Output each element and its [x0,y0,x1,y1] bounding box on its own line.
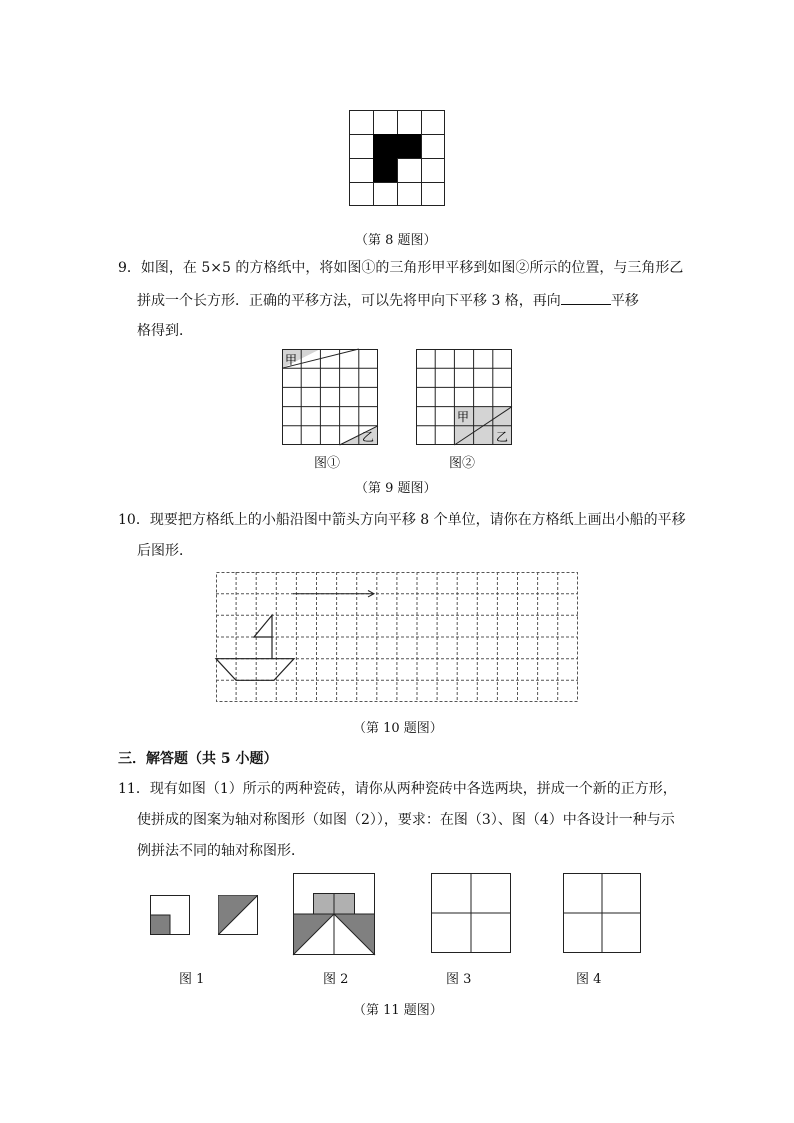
q10-caption: （第 10 题图） [353,721,443,736]
q9-fig2-label: 图② [449,456,476,471]
q9-fig1-label: 图① [314,456,341,471]
q9-answer-blank[interactable] [561,292,611,305]
q11-fig2-label: 图 2 [323,972,349,987]
q9-text-line2b: 平移 [610,293,639,309]
q10-line2 [137,542,193,560]
q9-fig2-jia-label: 甲 [457,410,470,424]
q9-text-line2a: 拼成一个长方形．正确的平移方法，可以先将甲向下平移 3 格，再向 [137,293,561,309]
q11-number: 11． [118,781,150,797]
q9-line2 [137,292,639,310]
q8-caption: （第 8 题图） [355,233,437,248]
section3-heading: 三．解答题（共 5 小题） [118,751,278,767]
q10-number: 10． [118,512,150,528]
q9-fig1-jia-label: 甲 [285,353,298,367]
q10-arrow [293,591,374,597]
q9-text-line1: 如图，在 5×5 的方格纸中，将如图①的三角形甲平移到如图②所示的位置，与三角形乙 [140,260,684,276]
q11-text-line1: 现有如图（1）所示的两种瓷砖，请你从两种瓷砖中各选两块，拼成一个新的正方形， [149,781,677,797]
q10-text-line2: 后图形． [137,543,193,559]
q9-figure-1 [282,349,378,445]
q9-fig1-yi-label: 乙 [362,430,375,444]
q11-figure-3-blank[interactable] [431,873,511,953]
q11-fig4-label: 图 4 [576,972,602,987]
q11-fig1-label: 图 1 [179,972,205,987]
q9-text-line3: 格得到． [137,323,193,339]
q10-line1 [118,511,686,529]
q10-boat [216,615,294,680]
q8-grid-figure [349,110,445,206]
q9-caption: （第 9 题图） [355,481,437,496]
q11-caption: （第 11 题图） [353,1003,443,1018]
q9-line1 [118,259,683,277]
q10-text-line1: 现要把方格纸上的小船沿图中箭头方向平移 8 个单位，请你在方格纸上画出小船的平移 [149,512,686,528]
q9-number: 9． [118,260,141,276]
q10-dotted-grid-figure [216,572,578,702]
q9-fig2-yi-label: 乙 [496,430,509,444]
q9-figure-2 [416,349,512,445]
q11-text-line3: 例拼法不同的轴对称图形． [137,843,305,859]
q11-tile-a-shade [151,915,171,935]
q11-figure-2-example [293,873,375,955]
q11-line1 [118,780,677,798]
q11-line2 [137,811,675,829]
q11-line3 [137,842,305,860]
q11-text-line2: 使拼成的图案为轴对称图形（如图（2）），要求：在图（3）、图（4）中各设计一种与示 [137,812,675,828]
q11-figure-1-tiles [150,895,260,935]
q9-line3 [137,322,193,340]
q8-black-l-shape [373,134,421,182]
q11-fig3-label: 图 3 [446,972,472,987]
q11-figure-4-blank[interactable] [563,873,641,953]
